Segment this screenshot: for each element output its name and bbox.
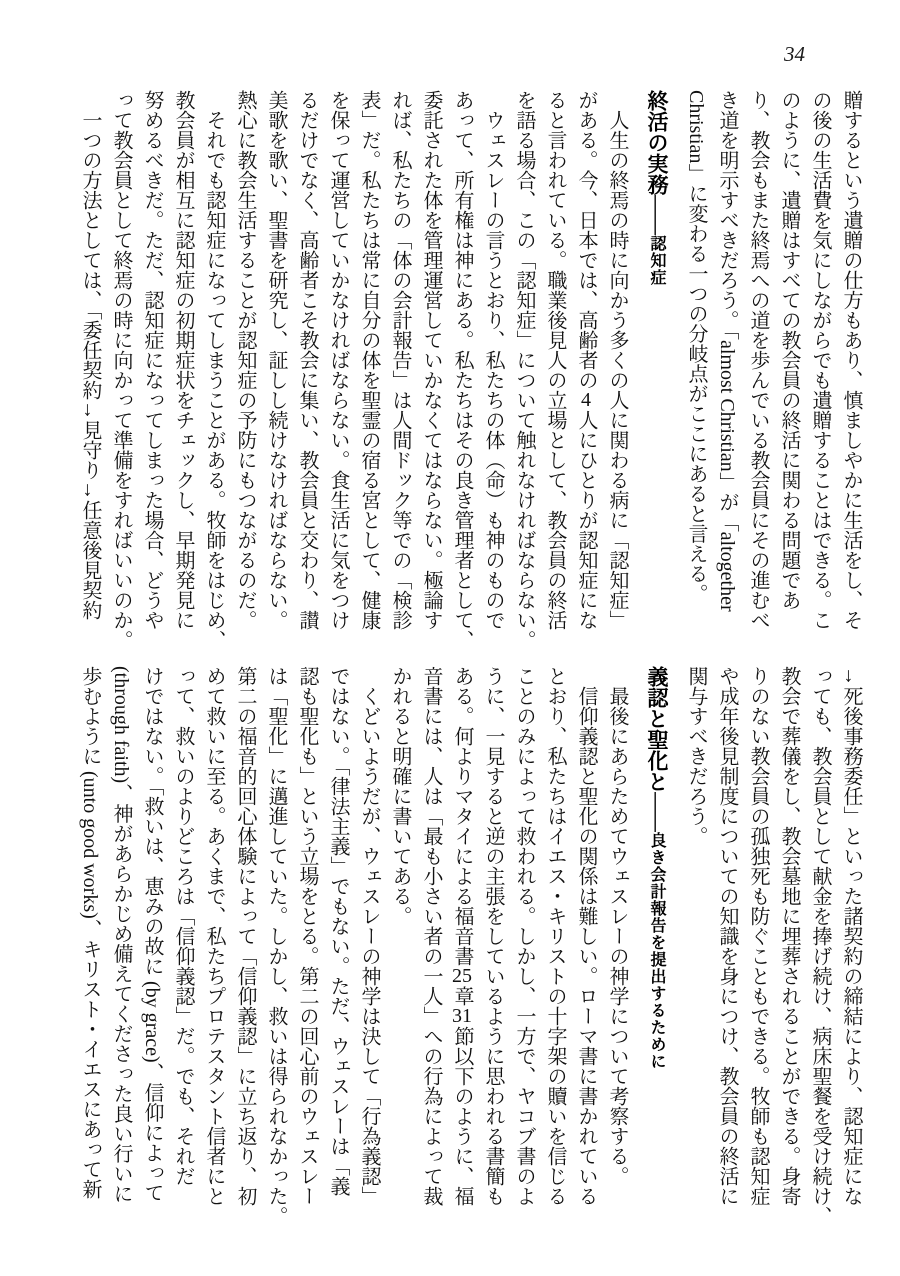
tate-chu-yoko-number: 31 (452, 1006, 472, 1026)
paragraph: 人生の終焉の時に向かう多くの人に関わる病に「認知症」 がある。今、日本では、高齢者の4人にひとりが認知症にな ると言われている。職業後見人の立場として、教会員の終活 を語る場合、この「認知症」について触れなければならない。 (513, 90, 628, 650)
tate-chu-yoko-number: 25 (452, 966, 472, 986)
heading-main: 終活の実務 (645, 90, 668, 195)
heading-subtitle: 認知症 (648, 235, 665, 286)
paragraph: 一つの方法としては、「委任契約→見守り→任意後見契約 (79, 90, 101, 620)
heading-subtitle: 良き会計報告を提出するために (648, 832, 665, 1070)
section-heading (642, 666, 670, 1250)
paragraph: ウェスレーの言うとおり、私たちの体（命）も神のもので あって、所有権は神にある。私たちはその良き管理者として、 委託された体を管理運営していかなくてはならない。極論す れば、私たちの「体の会計報告」は人間ドック等での「検診 表」だ。私たちは常に自分の体を聖霊の宿る宮として、健康 を保って運営していかなければならない。食生活に気をつけ るだけでなく、高齢者こそ教会に集い、教会員と交わり、讃 美歌を歌い、聖書を研究し、証しし続けなければならない。 熱心に教会生活することが認知症の予防にもつながるのだ。 (234, 90, 504, 650)
page-number: 34 (784, 42, 805, 66)
bottom-text-block (74, 666, 866, 1250)
paragraph: くどいようだが、ウェスレーの神学は決して「行為義認」 ではない。「律法主義」でもない。ただ、ウェスレーは「義 認も聖化も」という立場をとる。第二の回心前のウェスレー は「聖化」に邁進していた。しかし、救いは得られなかった。 第二の福音的回心体験によって「信仰義認」に立ち返り、初 めて救いに至る。あくまで、私たちプロテスタント信者にと って、救いのよりどころは「信仰義認」だ。でも、それだ けではない。「救いは、恵みの故に (by grace)、信仰によって (through faith)、神があらかじめ備えてくださった良い行いに 歩むように (unto good works)、キリスト・イエスにあって新 (79, 666, 380, 1226)
paragraph: →死後事務委任」といった諸契約の締結により、認知症にな っても、教会員として献金を捧げ続け、病床聖餐を受け続け、 教会で葬儀をし、教会墓地に埋葬されることができる。身寄 りのない教会員の孤独死も防ぐこともできる。牧師も認知症 や成年後見制度についての知識を身につけ、教会員の終活に 関与すべきだろう。 (685, 666, 862, 1226)
section-heading (642, 90, 670, 674)
paragraph: 贈するという遺贈の仕方もあり、慎ましやかに生活をし、そ の後の生活費を気にしながらでも遺贈することはできる。こ のように、遺贈はすべての教会員の終活に関わる問題であ り、教会もまた終焉への道を歩んでいる教会員にその進むべ き道を明示すべきだろう。「almost Christian」が「altogether Christian」に変わる一つの分岐点がここにあると言える。 (685, 90, 862, 630)
paragraph: 最後にあらためてウェスレーの神学について考察する。 (606, 666, 628, 1186)
heading-dash: ―― (645, 792, 667, 832)
paragraph: 信仰義認と聖化の関係は難しい。ローマ書に書かれている とおり、私たちはイエス・キリストの十字架の贖いを信じる ことのみによって救われる。しかし、一方で、ヤコブ書のよ うに、一見すると逆の主張をしているように思われる書簡も ある。何よりマタイによる福音書25章31節以下のように、福 音書には、人は「最も小さい者の一人」への行為によって裁 かれると明確に書いてある。 (389, 666, 597, 1206)
heading-main: 義認と聖化と (645, 666, 668, 792)
tate-chu-yoko-number: 4 (581, 390, 591, 410)
heading-dash: ―― (645, 195, 667, 235)
top-text-block (74, 90, 866, 674)
paragraph: それでも認知症になってしまうことがある。牧師をはじめ、 教会員が相互に認知症の初期症状をチェックし、早期発見に 努めるべきだ。ただ、認知症になってしまった場合、どうや って教会員として終焉の時に向かって準備をすればいいのか。 (110, 90, 225, 650)
